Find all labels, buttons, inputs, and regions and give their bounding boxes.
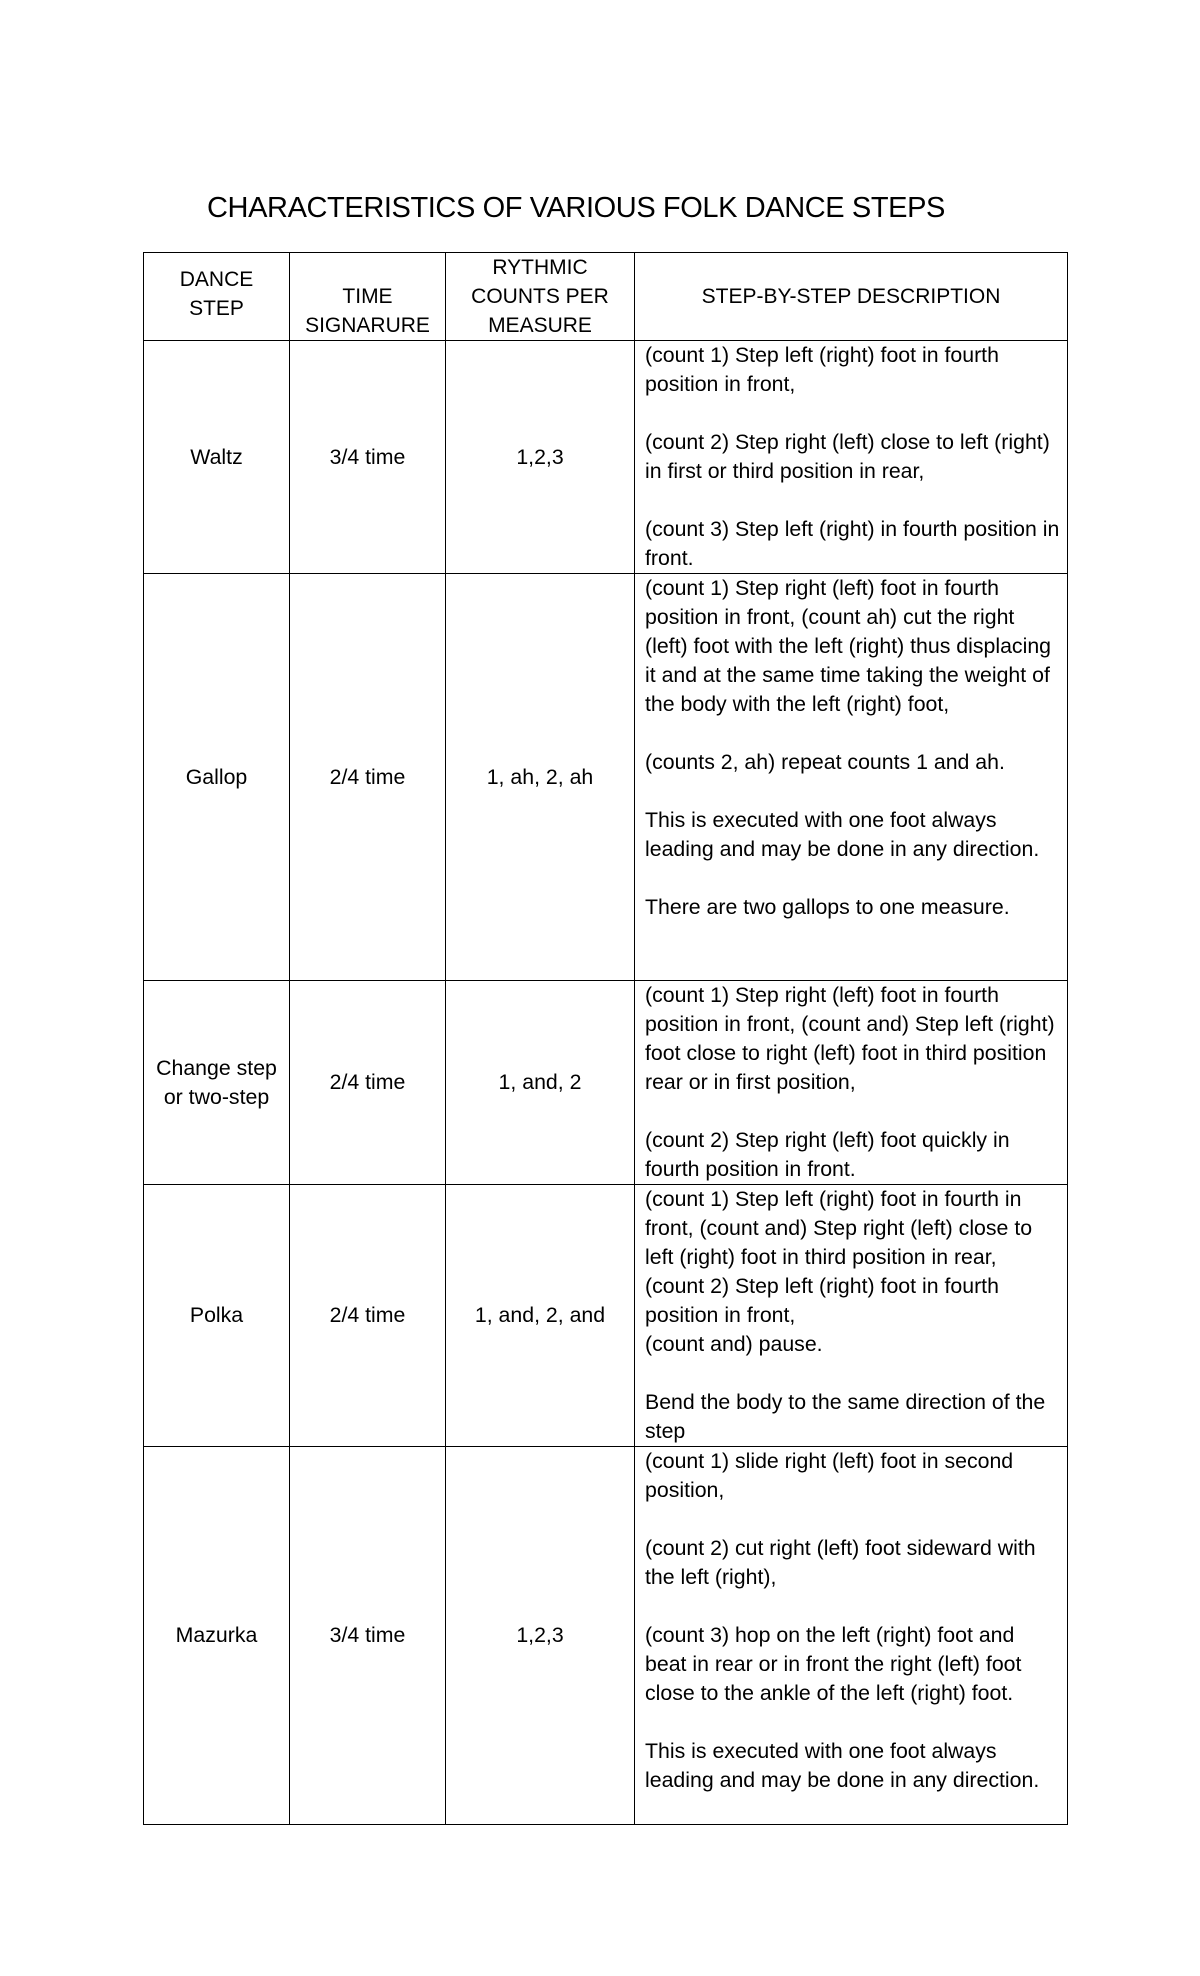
cell-rhythmic-counts: 1, ah, 2, ah [446, 574, 635, 981]
cell-description [635, 574, 1068, 981]
table-row [144, 574, 1068, 981]
description-paragraph: (count 1) Step left (right) foot in fourth position in front, [645, 343, 999, 396]
description-paragraph: (count and) pause. [645, 1332, 823, 1356]
cell-rhythmic-counts: 1,2,3 [446, 1447, 635, 1825]
description-paragraph: (count 1) slide right (left) foot in second position, [645, 1449, 1014, 1502]
table-row [144, 1447, 1068, 1825]
cell-rhythmic-counts: 1,2,3 [446, 341, 635, 574]
cell-description [635, 341, 1068, 574]
header-rhythmic-counts: RYTHMIC COUNTS PER MEASURE [446, 253, 635, 341]
description-paragraph: (count 1) Step right (left) foot in fourth position in front, (count ah) cut the right (left) foot with the left (right) thus displacing it and at the same time taking the weight of the body with the left (right) foot, [645, 576, 1052, 716]
description-paragraph: (count 1) Step right (left) foot in fourth position in front, (count and) Step left (right) foot close to right (left) foot in third position rear or in first position, [645, 983, 1055, 1094]
cell-description [635, 981, 1068, 1185]
header-dance-step: DANCE STEP [144, 253, 290, 341]
table-header-row [144, 253, 1068, 341]
description-paragraph: (counts 2, ah) repeat counts 1 and ah. [645, 750, 1005, 774]
cell-dance-step: Change step or two-step [144, 981, 290, 1185]
table-row [144, 981, 1068, 1185]
cell-rhythmic-counts: 1, and, 2, and [446, 1185, 635, 1447]
cell-time-signature: 3/4 time [290, 1447, 446, 1825]
description-paragraph: Bend the body to the same direction of the step [645, 1390, 1046, 1443]
cell-time-signature: 2/4 time [290, 574, 446, 981]
cell-time-signature: 2/4 time [290, 981, 446, 1185]
cell-dance-step: Polka [144, 1185, 290, 1447]
description-paragraph: (count 2) cut right (left) foot sideward with the left (right), [645, 1536, 1036, 1589]
description-paragraph: This is executed with one foot always leading and may be done in any direction. [645, 1739, 1040, 1792]
description-paragraph: (count 3) Step left (right) in fourth position in front. [645, 517, 1060, 570]
description-paragraph: This is executed with one foot always leading and may be done in any direction. [645, 808, 1040, 861]
cell-dance-step: Gallop [144, 574, 290, 981]
cell-description [635, 1447, 1068, 1825]
dance-steps-table [143, 252, 1068, 1825]
cell-time-signature: 3/4 time [290, 341, 446, 574]
page-title: CHARACTERISTICS OF VARIOUS FOLK DANCE STEPS [207, 192, 945, 224]
cell-time-signature: 2/4 time [290, 1185, 446, 1447]
table-row [144, 1185, 1068, 1447]
table-row [144, 341, 1068, 574]
description-paragraph: (count 1) Step left (right) foot in fourth in front, (count and) Step right (left) close to left (right) foot in third position in rear, [645, 1187, 1033, 1269]
cell-rhythmic-counts: 1, and, 2 [446, 981, 635, 1185]
description-paragraph: (count 2) Step right (left) close to left (right) in first or third position in rear, [645, 430, 1050, 483]
description-paragraph: (count 3) hop on the left (right) foot and beat in rear or in front the right (left) foot close to the ankle of the left (right) foot. [645, 1623, 1022, 1705]
cell-dance-step: Waltz [144, 341, 290, 574]
header-time-signature: TIME SIGNARURE [290, 253, 446, 341]
cell-description [635, 1185, 1068, 1447]
description-paragraph: (count 2) Step right (left) foot quickly in fourth position in front. [645, 1128, 1010, 1181]
cell-dance-step: Mazurka [144, 1447, 290, 1825]
description-paragraph: (count 2) Step left (right) foot in fourth position in front, [645, 1274, 999, 1327]
description-paragraph: There are two gallops to one measure. [645, 895, 1010, 919]
header-description: STEP-BY-STEP DESCRIPTION [635, 253, 1068, 341]
